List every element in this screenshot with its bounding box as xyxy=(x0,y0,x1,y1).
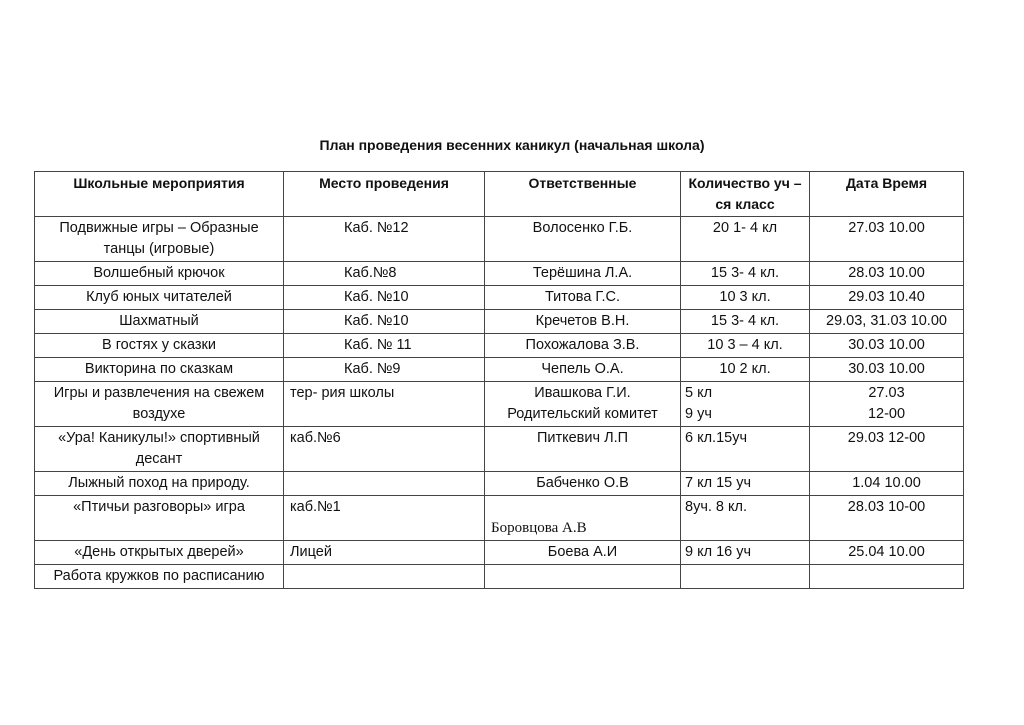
date-cell xyxy=(810,382,964,427)
table-row xyxy=(35,310,964,334)
count-cell: 20 1- 4 кл xyxy=(681,217,810,262)
date-cell: 27.03 10.00 xyxy=(810,217,964,262)
event-cell: В гостях у сказки xyxy=(35,334,284,358)
responsible-cell: Волосенко Г.Б. xyxy=(485,217,681,262)
table-row xyxy=(35,565,964,589)
count-cell: 10 2 кл. xyxy=(681,358,810,382)
column-header: Место проведения xyxy=(284,172,485,217)
responsible-cell xyxy=(485,496,681,541)
spacer xyxy=(491,497,676,518)
column-header: Школьные мероприятия xyxy=(35,172,284,217)
place-cell xyxy=(284,565,485,589)
event-cell: Волшебный крючок xyxy=(35,262,284,286)
date-cell: 28.03 10-00 xyxy=(810,496,964,541)
place-cell: каб.№1 xyxy=(284,496,485,541)
event-cell: «Ура! Каникулы!» спортивный десант xyxy=(35,427,284,472)
place-cell: Каб.№8 xyxy=(284,262,485,286)
table-row xyxy=(35,496,964,541)
count-cell: 10 3 – 4 кл. xyxy=(681,334,810,358)
count-line: 5 кл xyxy=(685,385,713,401)
table-header-row xyxy=(35,172,964,217)
date-cell: 29.03 12-00 xyxy=(810,427,964,472)
event-cell: Игры и развлечения на свежем воздухе xyxy=(35,382,284,427)
table-row xyxy=(35,472,964,496)
event-cell: Викторина по сказкам xyxy=(35,358,284,382)
responsible-line: Ивашкова Г.И. xyxy=(534,385,631,401)
count-cell: 8уч. 8 кл. xyxy=(681,496,810,541)
responsible-cell: Кречетов В.Н. xyxy=(485,310,681,334)
table-row xyxy=(35,217,964,262)
date-cell: 29.03, 31.03 10.00 xyxy=(810,310,964,334)
event-cell: Работа кружков по расписанию xyxy=(35,565,284,589)
date-cell: 25.04 10.00 xyxy=(810,541,964,565)
table-row xyxy=(35,427,964,472)
table-row xyxy=(35,382,964,427)
responsible-cell: Бабченко О.В xyxy=(485,472,681,496)
place-cell: Каб. №10 xyxy=(284,310,485,334)
place-cell: Лицей xyxy=(284,541,485,565)
place-cell: каб.№6 xyxy=(284,427,485,472)
count-cell xyxy=(681,565,810,589)
count-cell xyxy=(681,382,810,427)
responsible-cell: Терёшина Л.А. xyxy=(485,262,681,286)
column-header: Количество уч – ся класс xyxy=(681,172,810,217)
event-cell: Подвижные игры – Образные танцы (игровые) xyxy=(35,217,284,262)
count-line: 9 уч xyxy=(685,406,712,422)
event-cell: Клуб юных читателей xyxy=(35,286,284,310)
responsible-cell xyxy=(485,565,681,589)
responsible-cell xyxy=(485,382,681,427)
place-cell xyxy=(284,472,485,496)
place-cell: Каб. №12 xyxy=(284,217,485,262)
time-line: 12-00 xyxy=(867,406,906,422)
event-cell: Лыжный поход на природу. xyxy=(35,472,284,496)
count-cell: 15 3- 4 кл. xyxy=(681,310,810,334)
page-title: План проведения весенних каникул (начальная школа) xyxy=(319,137,705,153)
table-row xyxy=(35,541,964,565)
responsible-cell: Похожалова З.В. xyxy=(485,334,681,358)
column-header: Дата Время xyxy=(810,172,964,217)
date-cell: 29.03 10.40 xyxy=(810,286,964,310)
date-line: 27.03 xyxy=(868,385,905,401)
responsible-cell: Титова Г.С. xyxy=(485,286,681,310)
date-cell: 28.03 10.00 xyxy=(810,262,964,286)
responsible-cell: Боева А.И xyxy=(485,541,681,565)
count-cell: 15 3- 4 кл. xyxy=(681,262,810,286)
table-row xyxy=(35,286,964,310)
count-cell: 7 кл 15 уч xyxy=(681,472,810,496)
date-cell: 30.03 10.00 xyxy=(810,334,964,358)
count-cell: 6 кл.15уч xyxy=(681,427,810,472)
table-row xyxy=(35,262,964,286)
responsible-cell: Питкевич Л.П xyxy=(485,427,681,472)
count-cell: 9 кл 16 уч xyxy=(681,541,810,565)
date-cell: 30.03 10.00 xyxy=(810,358,964,382)
date-cell xyxy=(810,565,964,589)
place-cell: Каб. № 11 xyxy=(284,334,485,358)
event-cell: «День открытых дверей» xyxy=(35,541,284,565)
place-cell: Каб. №9 xyxy=(284,358,485,382)
table-row xyxy=(35,334,964,358)
responsible-name: Боровцова А.В xyxy=(491,520,587,536)
date-cell: 1.04 10.00 xyxy=(810,472,964,496)
schedule-table xyxy=(34,171,964,589)
count-cell: 10 3 кл. xyxy=(681,286,810,310)
responsible-line: Родительский комитет xyxy=(507,406,658,422)
responsible-cell: Чепель О.А. xyxy=(485,358,681,382)
event-cell: «Птичьи разговоры» игра xyxy=(35,496,284,541)
place-cell: тер- рия школы xyxy=(284,382,485,427)
place-cell: Каб. №10 xyxy=(284,286,485,310)
table-row xyxy=(35,358,964,382)
column-header: Ответственные xyxy=(485,172,681,217)
event-cell: Шахматный xyxy=(35,310,284,334)
